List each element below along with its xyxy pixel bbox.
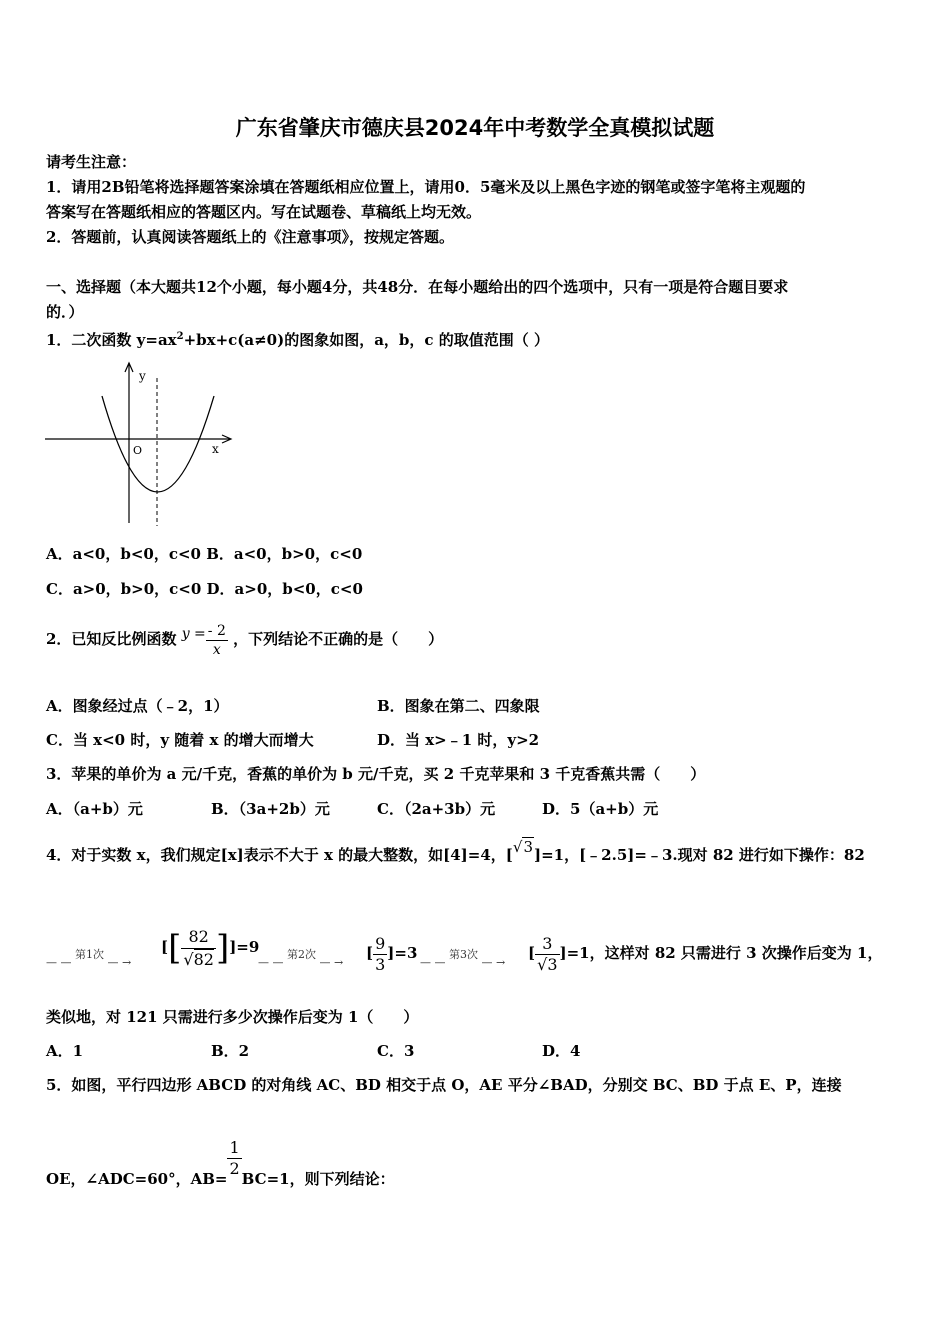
q4-fraction2-denominator: 3 bbox=[375, 954, 386, 974]
q4-option-b: B．2 bbox=[211, 1042, 250, 1060]
q2-stem-b: ，下列结论不正确的是（ ） bbox=[233, 630, 444, 648]
q4-option-a: A．1 bbox=[46, 1042, 84, 1060]
q2-option-b: B．图象在第二、四象限 bbox=[377, 697, 540, 715]
q2-stem bbox=[46, 610, 443, 663]
q5-line-2 bbox=[46, 1138, 395, 1203]
q4-fraction3-numerator: 3 bbox=[535, 934, 559, 955]
q3-option-c: C．（2a+3b）元 bbox=[377, 800, 496, 818]
q5-line-1: 5．如图，平行四边形 ABCD 的对角线 AC、BD 相交于点 O，AE 平分∠BAD，分别交 BC、BD 于点 E、P，连接 bbox=[46, 1076, 842, 1094]
q5-line-2a: OE，∠ADC=60°，AB= bbox=[46, 1170, 228, 1188]
q2-fraction-numerator: - 2 bbox=[207, 622, 226, 639]
q1-stem-b: +bx+c(a≠0)的图象如图，a，b，c 的取值范围（ ） bbox=[183, 331, 549, 349]
section1-line-1: 一、选择题（本大题共12个小题，每小题4分，共48分．在每小题给出的四个选项中，只有一项是符合题目要求 bbox=[46, 278, 789, 296]
q4-step1-arrow: — — 第1次 — → bbox=[46, 948, 132, 969]
section1-line-2: 的．） bbox=[46, 303, 84, 321]
q1-parabola-graph bbox=[42, 358, 242, 528]
q4-option-c: C．3 bbox=[377, 1042, 415, 1060]
q1-stem bbox=[46, 328, 549, 349]
q4-fraction3 bbox=[535, 934, 559, 975]
parabola-curve bbox=[102, 396, 214, 492]
q4-fraction1-numerator: 82 bbox=[181, 926, 216, 949]
q4-step2-label: 第2次 bbox=[287, 948, 316, 961]
q4-result1: [[ $\frac{82}{√82}$ ]]=9 bbox=[161, 926, 260, 969]
q4-fraction2 bbox=[373, 934, 387, 975]
q4-result2-value: ]=3 bbox=[387, 944, 418, 962]
notice-line-1: 1．请用2B铅笔将选择题答案涂填在答题纸相应位置上，请用0．5毫米及以上黑色字迹的钢笔或签字笔将主观题的 bbox=[46, 178, 806, 196]
q1-stem-a: 1．二次函数 y=ax bbox=[46, 331, 177, 349]
q4-fraction1 bbox=[181, 926, 216, 971]
q4-stem-b: ]=1，[﹣2.5]=﹣3.现对 82 进行如下操作：82 bbox=[533, 846, 865, 864]
q1-options-cd: C．a>0，b>0，c<0 D．a>0，b<0，c<0 bbox=[46, 580, 363, 598]
notice-heading: 请考生注意： bbox=[46, 153, 137, 171]
q5-line-2b: BC=1，则下列结论： bbox=[241, 1170, 395, 1188]
notice-line-2: 答案写在答题纸相应的答题区内。写在试题卷、草稿纸上均无效。 bbox=[46, 203, 482, 221]
q4-step2-arrow: — — 第2次 — → bbox=[258, 948, 344, 969]
q3-option-a: A．（a+b）元 bbox=[46, 800, 143, 818]
q4-stem bbox=[46, 838, 865, 864]
q4-step1-label: 第1次 bbox=[75, 948, 104, 961]
q4-sqrt3: √3 bbox=[512, 838, 533, 856]
q2-option-c: C．当 x<0 时，y 随着 x 的增大而增大 bbox=[46, 731, 314, 749]
q4-fraction3-radicand: 3 bbox=[547, 954, 558, 974]
q2-stem-a: 2．已知反比例函数 bbox=[46, 630, 177, 648]
q4-result3: [ $\frac{3}{√3}$ ]=1，这样对 82 只需进行 3 次操作后变为 1， bbox=[528, 933, 883, 974]
q2-y-equals: y = bbox=[181, 626, 206, 642]
page-title: 广东省肇庆市德庆县2024年中考数学全真模拟试题 bbox=[235, 116, 715, 140]
y-axis-label: y bbox=[139, 369, 146, 383]
q4-result3-value: ]=1，这样对 82 只需进行 3 次操作后变为 1， bbox=[559, 944, 883, 962]
q4-fraction1-denominator: √82 bbox=[183, 949, 214, 969]
q4-option-d: D．4 bbox=[542, 1042, 581, 1060]
q5-half-denominator: 2 bbox=[229, 1159, 240, 1178]
q2-fraction bbox=[206, 622, 228, 659]
q3-option-b: B．（3a+2b）元 bbox=[211, 800, 330, 818]
q4-step3-arrow: — — 第3次 — → bbox=[420, 948, 506, 969]
q5-half-numerator: 1 bbox=[229, 1138, 240, 1157]
q2-fraction-denominator: x bbox=[212, 641, 221, 658]
q4-line-3: 类似地，对 121 只需进行多少次操作后变为 1（ ） bbox=[46, 1008, 419, 1026]
q4-fraction2-numerator: 9 bbox=[375, 933, 386, 953]
q4-fraction1-radicand: 82 bbox=[193, 949, 214, 969]
q1-options-ab: A．a<0，b<0，c<0 B．a<0，b>0，c<0 bbox=[46, 545, 363, 563]
origin-label: O bbox=[133, 444, 143, 457]
q5-half-fraction bbox=[227, 1138, 241, 1179]
q4-sqrt3-radicand: 3 bbox=[523, 838, 533, 856]
q3-stem: 3．苹果的单价为 a 元/千克，香蕉的单价为 b 元/千克，买 2 千克苹果和 3 千克香蕉共需（ ） bbox=[46, 765, 706, 783]
q4-result1-value: ]=9 bbox=[229, 938, 260, 956]
q4-step3-label: 第3次 bbox=[449, 948, 478, 961]
q3-option-d: D．5（a+b）元 bbox=[542, 800, 659, 818]
q2-option-d: D．当 x>﹣1 时，y>2 bbox=[377, 731, 540, 749]
q4-fraction3-denominator: √3 bbox=[537, 954, 558, 974]
q4-stem-a: 4．对于实数 x，我们规定[x]表示不大于 x 的最大整数，如[4]=4，[ bbox=[46, 846, 513, 864]
q1-superscript: 2 bbox=[176, 331, 184, 342]
notice-line-3: 2．答题前，认真阅读答题纸上的《注意事项》，按规定答题。 bbox=[46, 228, 454, 246]
q4-result2: [ $\frac{9}{3}$ ]=3 bbox=[366, 933, 418, 974]
q2-option-a: A．图象经过点（﹣2，1） bbox=[46, 697, 229, 715]
x-axis-label: x bbox=[212, 442, 219, 456]
